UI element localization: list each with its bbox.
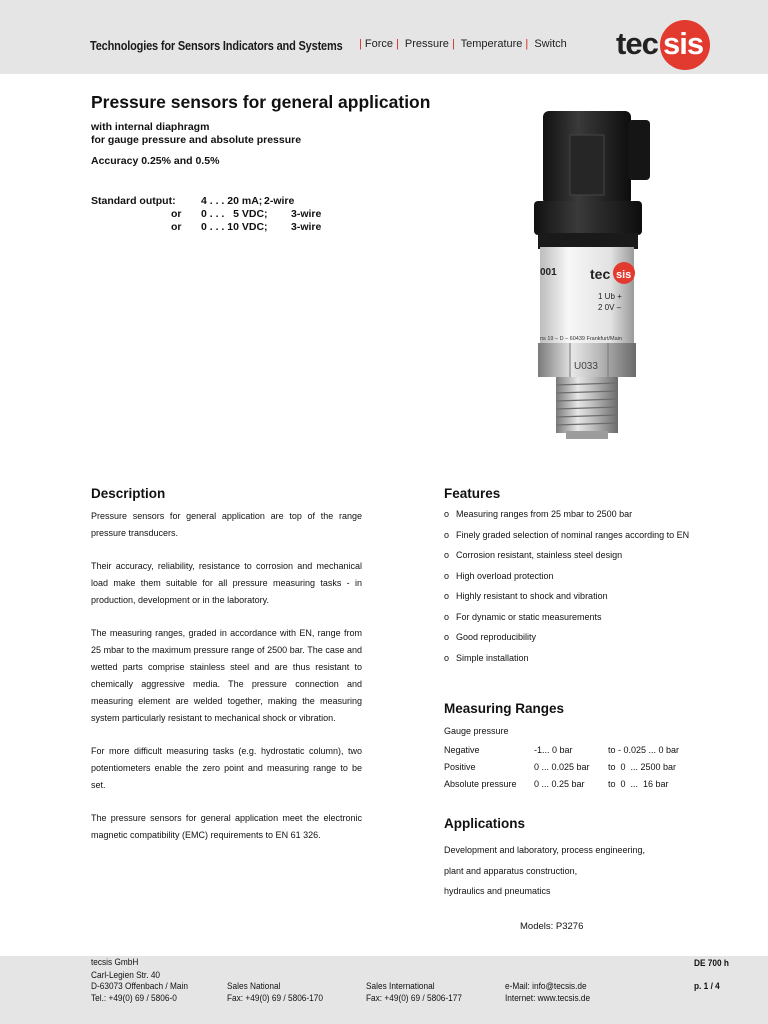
list-item: hydraulics and pneumatics [444, 886, 551, 896]
description-paragraph: For more difficult measuring tasks (e.g. hydrostatic column), two potentiometers enable the zero point and measuring range to be set. [91, 746, 362, 790]
description-body [91, 508, 362, 860]
collar-ring-shape [538, 233, 638, 249]
footer-website-link[interactable]: Internet: www.tecsis.de [505, 993, 591, 1003]
nut-code: U033 [574, 361, 598, 372]
gauge-pressure-label: Gauge pressure [444, 726, 509, 736]
list-item: plant and apparatus construction, [444, 865, 578, 876]
page-title: Pressure sensors for general application [91, 92, 431, 112]
thread-tip-shape [566, 431, 608, 439]
measuring-ranges-table [444, 745, 704, 796]
list-item: o Good reproducibility [444, 632, 704, 643]
footer-band [0, 956, 768, 1024]
footer-street: Carl-Legien Str. 40 [91, 970, 161, 980]
footer-doc-code: DE 700 h [694, 958, 729, 968]
table-row: Absolute pressure 0 ... 0.25 bar to 0 ... 16 bar [444, 779, 669, 789]
description-paragraph: The measuring ranges, graded in accordance with EN, range from 25 mbar to the maximum pressure range of 2500 bar. The case and wetted parts comprise stainless steel and are thus resistant to chemically aggressive media. The pressure connection and measuring element are welded together, making the measuring system particularly resistant to mechanical shock or vibration. [91, 628, 362, 723]
footer-sales-national: Sales National [227, 981, 281, 991]
measuring-ranges-heading: Measuring Ranges [444, 701, 565, 716]
footer-page-number: p. 1 / 4 [694, 981, 720, 991]
footer-fax-international: Fax: +49(0) 69 / 5806-177 [366, 993, 462, 1003]
list-item: Development and laboratory, process engineering, [444, 845, 645, 855]
footer-tel: Tel.: +49(0) 69 / 5806-0 [91, 993, 177, 1003]
list-item: o Finely graded selection of nominal ranges according to EN [444, 530, 704, 541]
category-nav: | Force | Pressure | Temperature | Switch [359, 38, 567, 50]
nav-link-switch[interactable]: Switch [534, 38, 567, 50]
list-item: o Highly resistant to shock and vibration [444, 591, 704, 602]
logo-text-sis: sis [663, 26, 704, 61]
list-item: o Measuring ranges from 25 mbar to 2500 bar [444, 509, 704, 520]
features-list [444, 509, 704, 673]
nav-link-temperature[interactable]: Temperature [460, 38, 523, 50]
plug-cover-shape [570, 135, 604, 195]
label-pin2: 2 0V – [598, 303, 622, 312]
footer-company: tecsis GmbH [91, 957, 139, 967]
subtitle-accuracy: Accuracy 0.25% and 0.5% [91, 155, 220, 167]
list-item: o Corrosion resistant, stainless steel design [444, 550, 704, 561]
subtitle-diaphragm: with internal diaphragm [91, 121, 210, 133]
company-tagline: Technologies for Sensors Indicators and Systems [90, 39, 343, 53]
list-item: o Simple installation [444, 653, 704, 664]
label-pin1: 1 Ub + [598, 292, 622, 301]
table-row: Negative -1... 0 bar to - 0.025 ... 0 bar [444, 745, 680, 755]
footer-city: D-63073 Offenbach / Main [91, 981, 188, 991]
label-brand-sis: sis [616, 269, 632, 281]
description-paragraph: Their accuracy, reliability, resistance to corrosion and mechanical load make them suitable for all pressure measuring tasks - in production, development or in the laboratory. [91, 561, 362, 605]
label-model: 001 [540, 267, 557, 278]
footer-sales-international: Sales International [366, 981, 435, 991]
cable-gland-shape [628, 120, 650, 180]
applications-list [444, 840, 724, 902]
footer-email-link[interactable]: e-Mail: info@tecsis.de [505, 981, 587, 991]
table-row: Positive 0 ... 0.025 bar to 0 ... 2500 bar [444, 762, 677, 772]
description-heading: Description [91, 486, 166, 501]
applications-heading: Applications [444, 816, 526, 831]
description-paragraph: The pressure sensors for general application meet the electronic magnetic compatibility (EMC) requirements to EN 61 326. [91, 813, 362, 840]
nav-link-pressure[interactable]: Pressure [404, 38, 449, 50]
list-item: o High overload protection [444, 571, 704, 582]
models-label: Models: P3276 [520, 921, 584, 932]
tecsis-logo [616, 20, 712, 70]
features-heading: Features [444, 486, 501, 501]
label-brand-tec: tec [590, 266, 611, 282]
description-paragraph: Pressure sensors for general application are top of the range pressure transducers. [91, 511, 362, 538]
label-address: ns 19 – D – 60439 Frankfurt/Main [540, 336, 622, 342]
collar-shape [534, 201, 642, 235]
footer-fax-national: Fax: +49(0) 69 / 5806-170 [227, 993, 323, 1003]
header-band [0, 0, 768, 74]
list-item: o For dynamic or static measurements [444, 612, 704, 623]
pressure-sensor-image [520, 105, 660, 445]
logo-text-tec: tec [616, 26, 658, 61]
nav-link-force[interactable]: Force [364, 38, 393, 50]
subtitle-pressure-type: for gauge pressure and absolute pressure [91, 134, 302, 146]
